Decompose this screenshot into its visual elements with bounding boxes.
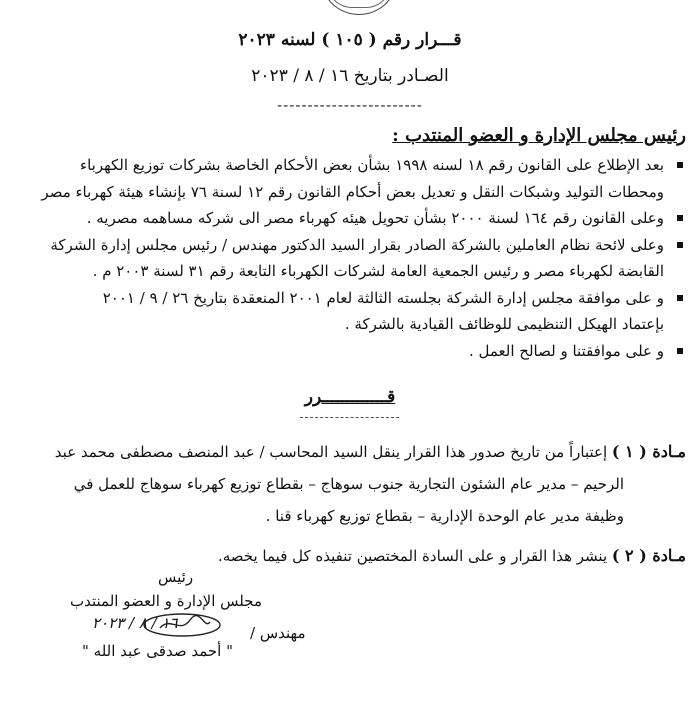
emblem-seal-icon — [320, 0, 398, 15]
article-label: مـادة ( ١ ) — [611, 442, 686, 461]
signer-role: رئيس — [158, 568, 194, 586]
list-item: وعلى لائحة نظام العاملين بالشركة الصادر بقرار السيد الدكتور مهندس / رئيس مجلس إدارة الشركة القابضة لكهرباء مصر و رئيس الجمعية العامة لشركات الكهرباء التابعة رقم ٣١ لسنة ٢٠٠٣ م . — [6, 232, 686, 285]
list-item: و على موافقتنا و لصالح العمل . — [6, 338, 686, 365]
preamble-heading: رئيس مجلس الإدارة و العضو المنتدب : — [392, 125, 686, 146]
signer-title: مهندس / — [250, 624, 306, 642]
article-text: إعتباراً من تاريخ صدور هذا القرار ينقل السيد المحاسب / عبد المنصف مصطفى محمد عبد — [54, 443, 608, 461]
article-text: الرحيم – مدير عام الشئون التجارية جنوب سوهاج – بقطاع توزيع كهرباء سوهاج للعمل في — [73, 475, 624, 493]
list-item: وعلى القانون رقم ١٦٤ لسنة ٢٠٠٠ بشأن تحويل هيئه كهرباء مصر الى شركه مساهمه مصريه . — [6, 205, 686, 232]
signer-role: مجلس الإدارة و العضو المنتدب — [70, 592, 262, 610]
article-text: وظيفة مدير عام الوحدة الإدارية – بقطاع توزيع كهرباء قنا . — [265, 507, 624, 525]
list-item: و على موافقة مجلس إدارة الشركة بجلسته الثالثة لعام ٢٠٠١ المنعقدة بتاريخ ٢٦ / ٩ / ٢٠٠١ بإعتماد الهيكل التنظيمى للوظائف القيادية بالشركة . — [6, 285, 686, 338]
signer-name: " أحمد صدقى عبد الله " — [82, 642, 234, 660]
decree-title: قـــرار رقم ( ١٠٥ ) لسنه ٢٠٢٣ — [238, 30, 462, 50]
separator: ------------------------ — [277, 96, 423, 114]
separator: -------------------- — [299, 410, 401, 424]
list-item: بعد الإطلاع على القانون رقم ١٨ لسنه ١٩٩٨ بشأن بعض الأحكام الخاصة بشركات توزيع الكهرباء ومحطات التوليد وشبكات النقل و تعديل بعض أحكام القانون رقم ١٢ لسنة ٧٦ بإنشاء هيئة كهرباء مصر — [6, 152, 686, 205]
signature-date: ١٦ / ٨ / ٢٠٢٣ — [92, 614, 178, 632]
preamble-list — [6, 152, 686, 364]
issue-date: الصـادر بتاريخ ١٦ / ٨ / ٢٠٢٣ — [251, 66, 449, 86]
article-text: ينشر هذا القرار و على السادة المختصين تنفيذه كل فيما يخصه. — [217, 547, 608, 565]
signature-scribble-icon — [140, 610, 224, 640]
decree-heading: قـــــــــــــرر — [304, 387, 396, 407]
article-1 — [6, 436, 686, 532]
article-label: مـادة ( ٢ ) — [611, 546, 686, 565]
article-2 — [6, 540, 686, 572]
